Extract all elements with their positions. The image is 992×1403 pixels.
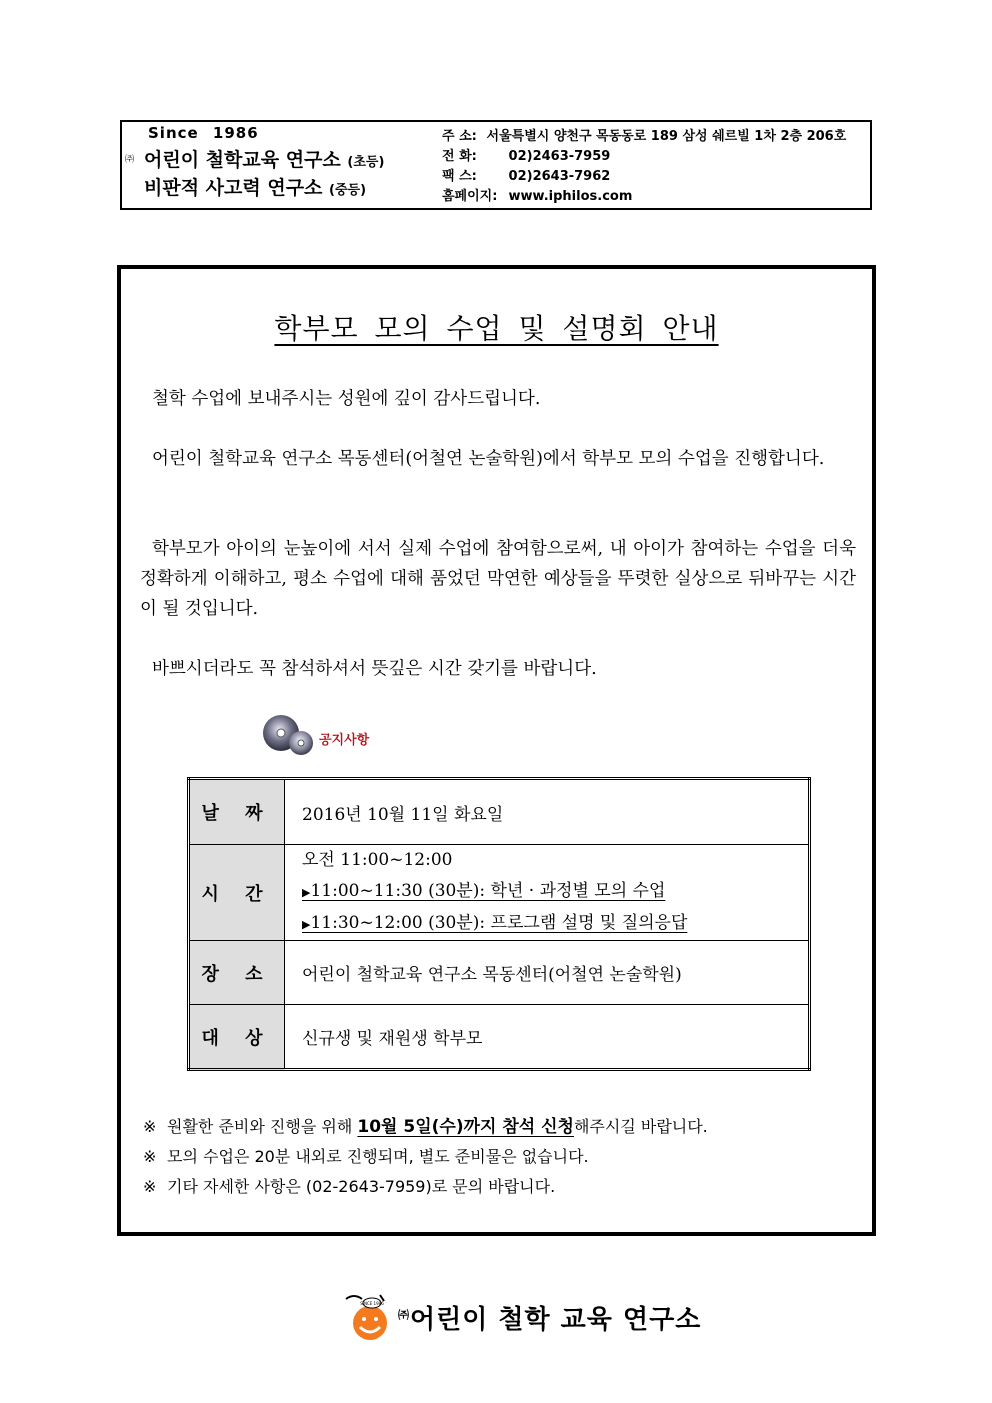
letterhead-names: [122, 122, 442, 208]
cd-disc-icon: [261, 713, 321, 757]
institute-name-2-suffix: (중등): [329, 183, 367, 198]
time-slot-1-text: 11:00~11:30 (30분): 학년 · 과정별 모의 수업: [310, 881, 666, 901]
time-value: [285, 845, 810, 941]
paragraph-announcement: 어린이 철학교육 연구소 목동센터(어철연 논술학원)에서 학부모 모의 수업을 진행합니다.: [152, 449, 825, 469]
footer-brand-name: 어린이 철학 교육 연구소: [410, 1305, 702, 1335]
since-year: Since 1986: [148, 124, 259, 142]
homepage-row: [442, 187, 846, 207]
notice-box: [117, 265, 876, 1236]
notice-badge-label: 공지사항: [319, 733, 370, 748]
footnote-contact: [143, 1172, 708, 1202]
time-slot-2-text: 11:30~12:00 (30분): 프로그램 설명 및 질의응답: [310, 913, 688, 933]
table-row-date: [189, 779, 810, 845]
table-row-target: [189, 1005, 810, 1070]
letterhead-contact: [442, 127, 846, 207]
registration-deadline: 10월 5일(수)까지 참석 신청: [357, 1117, 574, 1137]
corp-mark: ㈜: [125, 155, 135, 165]
date-label: 날 짜: [189, 779, 285, 845]
time-slot-2: [302, 908, 808, 940]
institute-name-2: 비판적 사고력 연구소: [144, 177, 323, 199]
fax-row: [442, 167, 846, 187]
phone-label: 전 화:: [442, 149, 477, 164]
paragraph-invitation: 바쁘시더라도 꼭 참석하셔서 뜻깊은 시간 갖기를 바랍니다.: [152, 659, 597, 679]
phone-value: 02)2463-7959: [508, 149, 611, 164]
homepage-link[interactable]: www.iphilos.com: [508, 189, 633, 204]
footer-logo-text: [398, 1299, 701, 1336]
notice-badge: [261, 713, 393, 757]
time-range: 오전 11:00~12:00: [302, 850, 453, 870]
address-value: 서울특별시 양천구 목동동로 189 삼성 쉐르빌 1차 2층 206호: [486, 129, 847, 144]
homepage-label: 홈페이지:: [442, 189, 498, 204]
time-slot-1: [302, 876, 808, 908]
footnote-duration: [143, 1142, 708, 1172]
letterhead: [120, 120, 872, 210]
reference-mark: ※: [143, 1117, 157, 1136]
institute-name-1-suffix: (초등): [347, 155, 385, 170]
logo-since-text: SINCE 1986: [360, 1301, 384, 1306]
footnote-registration: [143, 1112, 708, 1142]
footnote-1-post: 해주시길 바랍니다.: [573, 1117, 708, 1136]
footer-corp-mark: ㈜: [398, 1308, 410, 1322]
schedule-table: [187, 777, 811, 1071]
paragraph-description: 학부모가 아이의 눈높이에 서서 실제 수업에 참여함으로써, 내 아이가 참여하는 수업을 더욱 정확하게 이해하고, 평소 수업에 대해 품었던 막연한 예상들을 뚜렷한 실상으로 뒤바꾸는 시간이 될 것입니다.: [140, 539, 856, 619]
footnote-2-text: 모의 수업은 20분 내외로 진행되며, 별도 준비물은 없습니다.: [167, 1147, 589, 1166]
table-row-place: [189, 941, 810, 1005]
date-value: 2016년 10월 11일 화요일: [285, 779, 810, 845]
reference-mark: ※: [143, 1147, 157, 1166]
target-label: 대 상: [189, 1005, 285, 1070]
table-row-time: [189, 845, 810, 941]
phone-row: [442, 147, 846, 167]
fax-label: 팩 스:: [442, 169, 477, 184]
page-title: [121, 307, 872, 347]
place-label: 장 소: [189, 941, 285, 1005]
paragraph-greeting: 철학 수업에 보내주시는 성원에 깊이 감사드립니다.: [152, 389, 541, 409]
smiling-sun-logo-icon: [340, 1291, 400, 1343]
fax-value: 02)2643-7962: [508, 169, 611, 184]
footnote-3-text: 기타 자세한 사항은 (02-2643-7959)로 문의 바랍니다.: [167, 1177, 556, 1196]
reference-mark: ※: [143, 1177, 157, 1196]
address-row: [442, 127, 846, 147]
notice-title: 학부모 모의 수업 및 설명회 안내: [274, 312, 719, 345]
time-label: 시 간: [189, 845, 285, 941]
triangle-bullet-icon: ▶: [302, 886, 311, 899]
address-label: 주 소:: [442, 129, 477, 144]
place-value: 어린이 철학교육 연구소 목동센터(어철연 논술학원): [285, 941, 810, 1005]
triangle-bullet-icon: ▶: [302, 918, 311, 931]
institute-name-elementary: [144, 145, 384, 172]
footer-logo: [340, 1285, 702, 1345]
footnotes: [143, 1112, 708, 1202]
target-value: 신규생 및 재원생 학부모: [285, 1005, 810, 1070]
institute-name-1: 어린이 철학교육 연구소: [144, 149, 341, 171]
footnote-1-pre: 원활한 준비와 진행을 위해: [167, 1117, 358, 1136]
institute-name-middle: [144, 173, 366, 200]
